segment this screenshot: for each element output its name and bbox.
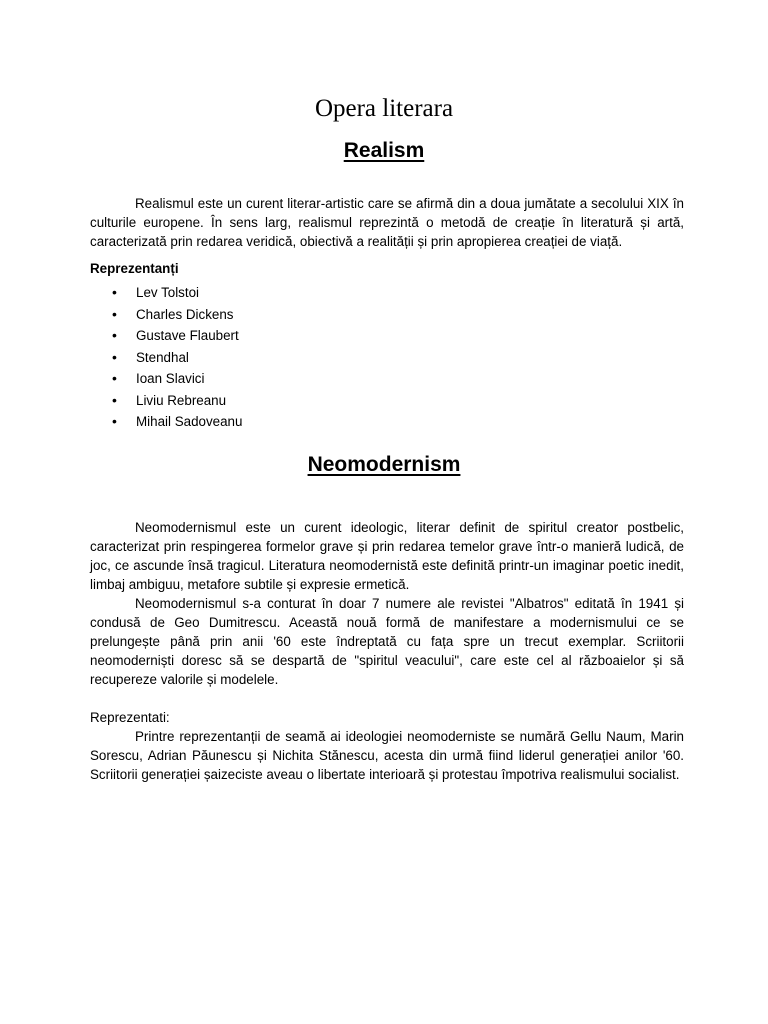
bullet-icon: •: [112, 327, 117, 343]
representative-name: Liviu Rebreanu: [136, 392, 227, 408]
document-title: Opera literara: [314, 95, 454, 122]
bullet-icon: •: [112, 370, 117, 386]
neomodernism-paragraph-1-text: Neomodernismul este un curent ideologic, literar definit de spiritul creator postbelic, caracterizat prin respingerea formelor grave și prin redarea temelor grave într-o manieră ludică, de joc, ce ascunde însă tragicul. Literatura neomodernistă este definită printr-un imaginar poetic inedit, limbaj ambiguu, metafore subtile și expresie ermetică.: [90, 520, 684, 592]
bullet-icon: •: [112, 413, 117, 429]
neomodernism-heading: Neomodernism: [307, 453, 461, 476]
list-item: [90, 390, 242, 412]
neomodernism-paragraph-1: [90, 518, 684, 594]
representative-name: Ioan Slavici: [136, 371, 205, 386]
neomodernism-paragraph-2-text: Neomodernismul s-a conturat în doar 7 numere ale revistei "Albatros" editată în 1941 și condusă de Geo Dumitrescu. Această nouă formă de manifestare a modernismului ce se prelungește până prin anii '60 este îndreptată cu fața spre un trecut exemplar. Scriitorii neomoderniști doresc să se despartă de "spiritul veacului", care este cel al războaielor și să recupereze valorile și modelele.: [90, 596, 684, 687]
representative-name: Gustave Flaubert: [136, 328, 239, 343]
bullet-icon: •: [112, 391, 117, 408]
neomodernism-paragraph-2: [90, 594, 684, 689]
realism-paragraph: [90, 194, 684, 251]
representative-name: Charles Dickens: [136, 306, 234, 322]
neomodernism-representatives-label: Reprezentati:: [90, 710, 170, 725]
representative-name: Stendhal: [136, 349, 189, 365]
bullet-icon: •: [112, 305, 117, 322]
bullet-icon: •: [112, 284, 117, 300]
list-item: [90, 347, 242, 369]
neomodernism-paragraph-3-text: Printre reprezentanții de seamă ai ideologiei neomoderniste se numără Gellu Naum, Marin Sorescu, Adrian Păunescu și Nichita Stănescu, acesta din urmă fiind liderul generației anilor '60. Scriitorii generației șaizeciste aveau o libertate interioară și protestau împotriva realismului socialist.: [90, 729, 684, 782]
realism-heading: Realism: [343, 139, 425, 162]
list-item: [90, 411, 242, 433]
realism-representatives-label: Reprezentanți: [90, 261, 179, 276]
list-item: [90, 304, 242, 326]
list-item: [90, 282, 242, 304]
list-item: [90, 325, 242, 347]
realism-representatives-list: [90, 282, 242, 433]
realism-paragraph-text: Realismul este un curent literar-artistic care se afirmă din a doua jumătate a secolului XIX în culturile europene. În sens larg, realismul reprezintă o metodă de creație în literatură și artă, caracterizată prin redarea veridică, obiectivă a realității și prin apropierea creației de viață.: [90, 196, 684, 249]
neomodernism-paragraph-3: [90, 727, 684, 784]
representative-name: Mihail Sadoveanu: [136, 414, 243, 429]
bullet-icon: •: [112, 348, 117, 365]
representative-name: Lev Tolstoi: [136, 285, 200, 300]
list-item: [90, 368, 242, 390]
